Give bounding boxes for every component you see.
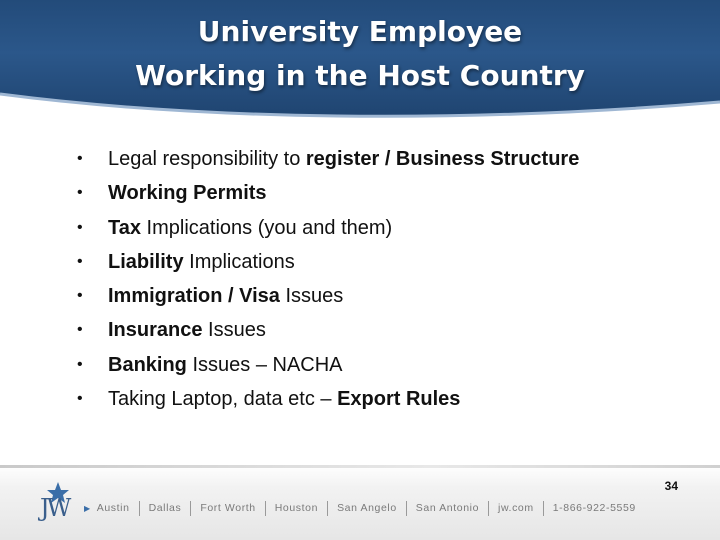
- nav-separator: [406, 501, 407, 516]
- bullet-item: [74, 348, 714, 382]
- bullet-text: Taking Laptop, data etc –: [108, 388, 338, 411]
- slide-title: [0, 10, 720, 98]
- nav-separator: [265, 501, 266, 516]
- bullet-text-bold: Banking: [108, 353, 187, 376]
- bullet-dot: •: [77, 218, 83, 236]
- bullet-text: Implications (you and them): [140, 216, 393, 239]
- bullet-text-bold: Tax: [108, 216, 141, 239]
- nav-item-san-angelo[interactable]: San Angelo: [337, 502, 397, 514]
- nav-separator: [543, 501, 544, 516]
- bullet-dot: •: [77, 184, 83, 202]
- nav-item-dallas[interactable]: Dallas: [148, 502, 182, 514]
- bullet-text: Issues – NACHA: [186, 353, 343, 376]
- bullet-dot: •: [77, 390, 83, 408]
- bullet-dot: •: [77, 321, 83, 339]
- bullet-text: Implications: [183, 250, 295, 273]
- nav-item-website[interactable]: jw.com: [498, 502, 534, 514]
- bullet-dot: •: [77, 150, 83, 167]
- bullet-text-bold: Liability: [108, 250, 184, 273]
- bullet-text-bold: register / Business Structure: [305, 148, 580, 170]
- bullet-list: [74, 142, 714, 416]
- nav-item-phone[interactable]: 1-866-922-5559: [552, 502, 636, 514]
- bullet-item: [74, 211, 714, 245]
- title-banner: [0, 0, 720, 118]
- nav-separator: [327, 501, 328, 516]
- bullet-item: [74, 279, 714, 313]
- nav-item-austin[interactable]: Austin: [96, 502, 130, 514]
- bullet-text-bold: Export Rules: [337, 388, 461, 411]
- footer-divider: [0, 465, 720, 468]
- nav-separator: [139, 501, 140, 516]
- firm-logo-text: JW: [40, 494, 69, 522]
- bullet-item: [74, 142, 714, 176]
- footer-office-nav: [84, 500, 636, 516]
- bullet-item: [74, 245, 714, 279]
- nav-separator: [190, 501, 191, 516]
- bullet-text-bold: Immigration / Visa: [108, 285, 280, 308]
- nav-item-fort-worth[interactable]: Fort Worth: [200, 502, 256, 514]
- bullet-dot: •: [77, 287, 83, 305]
- nav-item-san-antonio[interactable]: San Antonio: [415, 502, 480, 514]
- bullet-text-bold: Insurance: [108, 319, 203, 342]
- bullet-item: [74, 176, 714, 210]
- nav-separator: [488, 501, 489, 516]
- page-number: 34: [664, 479, 678, 493]
- bullet-item: [74, 313, 714, 347]
- bullet-text: Legal responsibility to: [108, 148, 306, 170]
- nav-arrow-icon: ▶: [84, 503, 91, 513]
- title-line-1: University Employee: [197, 15, 523, 48]
- nav-item-houston[interactable]: Houston: [274, 502, 319, 514]
- bullet-text-bold: Working Permits: [108, 182, 267, 205]
- bullet-dot: •: [77, 355, 83, 373]
- bullet-dot: •: [77, 252, 83, 270]
- bullet-item: [74, 382, 714, 416]
- title-line-2: Working in the Host Country: [135, 59, 585, 92]
- bullet-text: Issues: [202, 319, 266, 342]
- bullet-text: Issues: [279, 285, 344, 308]
